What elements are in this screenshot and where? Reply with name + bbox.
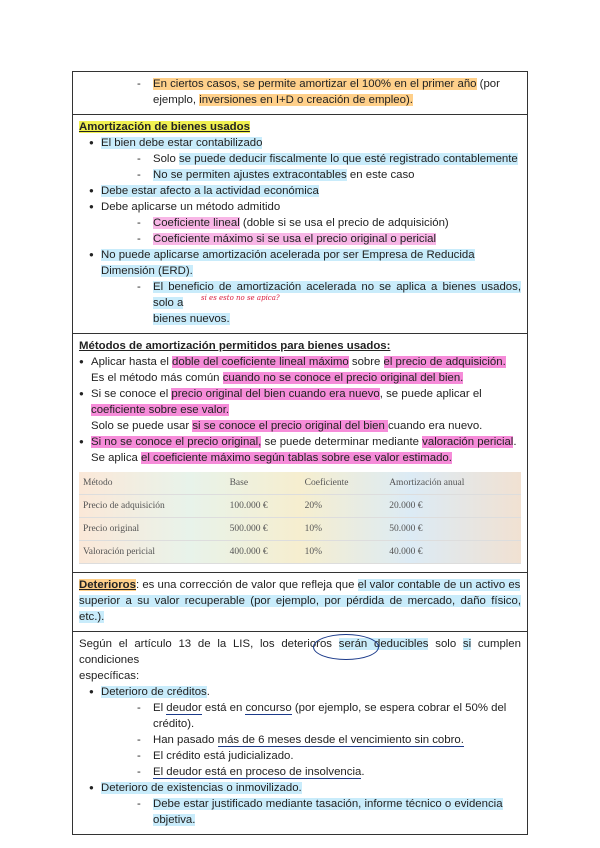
text-run: el valor contable de un activo es [357, 579, 521, 591]
table-cell: 100.000 € [226, 495, 301, 518]
text-run: precio original del bien cuando era nuevo [171, 388, 380, 400]
text-run: sobre [348, 356, 384, 368]
table-cell: Precio original [79, 518, 226, 541]
text-run: El bien debe estar contabilizado [101, 137, 263, 149]
table-cell: 10% [301, 541, 386, 564]
table-header-cell: Base [226, 472, 301, 495]
methods-table [79, 472, 521, 564]
sub-item [79, 796, 521, 812]
sub-item [79, 764, 521, 780]
text-run: . [513, 436, 517, 448]
text-run: Según el artículo 13 de la LIS, los deterioros [79, 638, 339, 650]
text-run: No se permiten ajustes extracontables [153, 169, 347, 181]
text-run: , informe técnico o evidencia [358, 798, 503, 810]
section-title: Métodos de amortización permitidos para bienes usados: [79, 340, 391, 352]
sub-item [79, 92, 521, 108]
section-metodos [72, 333, 528, 572]
table-cell: 20.000 € [385, 495, 521, 518]
text-run: Coeficiente lineal [153, 217, 240, 229]
text-run: inversiones en I+D o creación de empleo). [199, 94, 413, 106]
table-header-cell: Amortización anual [385, 472, 521, 495]
text-run: valoración pericial [422, 436, 514, 448]
text-run: serán deducibles [338, 638, 429, 650]
text-run: Han pasado [153, 734, 218, 746]
bullet-line [79, 402, 521, 418]
bullet-line [79, 434, 521, 450]
sub-item [79, 151, 521, 167]
text-run: . [206, 686, 210, 698]
text-run: Deterioro de existencias o inmovilizado. [101, 782, 302, 794]
bullet-line [79, 354, 521, 370]
bullet-item [79, 183, 521, 199]
table-row [79, 495, 521, 518]
sub-item [79, 215, 521, 231]
section-deterioros [72, 572, 528, 631]
table-header-cell: Método [79, 472, 226, 495]
text-run: el precio de adquisición. [383, 356, 506, 368]
text-run: Solo se puede usar [91, 420, 193, 432]
bullet-item [79, 263, 521, 279]
text-run: : es una corrección de valor que refleja que [135, 579, 358, 591]
bullet-item [79, 780, 521, 796]
text-run: bienes nuevos. [153, 313, 230, 325]
sub-item [79, 76, 521, 92]
text-run: (doble si se usa el precio de adquisición) [239, 217, 449, 229]
text-run: coeficiente sobre ese valor. [91, 404, 230, 416]
paragraph-line [79, 593, 521, 625]
section-title: Amortización de bienes usados [79, 121, 250, 133]
text-run: más de 6 meses desde el vencimiento sin cobro. [217, 734, 464, 746]
text-run: se puede determinar mediante [261, 436, 423, 448]
text-run: Deterioro de créditos [101, 686, 207, 698]
text-run: En ciertos casos, se permite amortizar el 100% en el primer año [153, 78, 477, 90]
text-run: ejemplo, [153, 94, 200, 106]
text-run: , se puede aplicar el [379, 388, 482, 400]
text-run: concurso [245, 702, 292, 714]
table-cell: Precio de adquisición [79, 495, 226, 518]
table-header-cell: Coeficiente [301, 472, 386, 495]
table-cell: 40.000 € [385, 541, 521, 564]
text-run: Es el método más común [91, 372, 223, 384]
text-run: en este caso [346, 169, 415, 181]
methods-table-wrap [79, 472, 521, 564]
text-run: cumplen condiciones [79, 638, 521, 666]
text-run: solo [428, 638, 463, 650]
text-run: si [462, 638, 472, 650]
bullet-item [79, 199, 521, 215]
bullet-line [79, 370, 521, 386]
paragraph-line [79, 636, 521, 668]
table-cell: Valoración pericial [79, 541, 226, 564]
bullet-line [79, 450, 521, 466]
text-run: Se aplica [91, 452, 142, 464]
text-run: Coeficiente máximo si se usa el precio original o pericial [153, 233, 436, 245]
bullet-item [79, 247, 521, 263]
text-run: cuando no se conoce el precio original del bien. [222, 372, 464, 384]
text-run: doble del coeficiente lineal máximo [172, 356, 349, 368]
text-run: Si no se conoce el precio original, [91, 436, 262, 448]
table-cell: 10% [301, 518, 386, 541]
section-articulo-13 [72, 631, 528, 835]
text-run: deudor [166, 702, 202, 714]
text-run: está en [201, 702, 246, 714]
text-run: Empresa de Reducida [361, 249, 475, 261]
text-run: Dimensión (ERD). [101, 265, 193, 277]
sub-item [79, 748, 521, 764]
text-run: Solo [153, 153, 179, 165]
sub-item [79, 700, 521, 716]
bullet-item [79, 684, 521, 700]
text-run: El [153, 702, 167, 714]
text-run: Si se conoce el [91, 388, 172, 400]
table-cell: 50.000 € [385, 518, 521, 541]
table-header-row [79, 472, 521, 495]
text-run: El deudor está en proceso de insolvencia [153, 766, 362, 778]
term-deterioros: Deterioros [79, 579, 136, 591]
text-run: se puede deducir fiscalmente lo que esté registrado contablemente [178, 153, 518, 165]
text-run: tasación [315, 798, 359, 810]
text-run: El beneficio de amortización acelerada no se aplica a bienes usados, solo a [153, 281, 521, 309]
table-cell: 400.000 € [226, 541, 301, 564]
text-run: el coeficiente máximo según tablas sobre ese valor estimado. [141, 452, 452, 464]
bullet-line [79, 386, 521, 402]
section-bienes-usados [72, 114, 528, 333]
text-run: Aplicar hasta el [91, 356, 173, 368]
text-run: superior a su valor recuperable (por ejemplo, por pérdida de mercado, daño físico, etc.). [79, 595, 521, 623]
text-run: específicas: [79, 670, 140, 682]
table-row [79, 518, 521, 541]
text-run: crédito). [153, 718, 195, 730]
sub-item [79, 279, 521, 311]
text-run: Debe estar justificado mediante [153, 798, 316, 810]
text-run: si se conoce el precio original del bien [192, 420, 388, 432]
sub-item [79, 231, 521, 247]
table-cell: 500.000 € [226, 518, 301, 541]
paragraph-line [79, 668, 521, 684]
sub-item [79, 311, 521, 327]
text-run: No puede aplicarse amortización acelerada por ser [101, 249, 362, 261]
text-run: (por ejemplo, se espera cobrar el 50% del [291, 702, 507, 714]
paragraph-line [79, 577, 521, 593]
sub-item [79, 732, 521, 748]
text-run: . [361, 766, 365, 778]
text-run: El crédito está judicializado. [153, 750, 294, 762]
document-page [72, 71, 528, 835]
bullet-line [79, 418, 521, 434]
sub-item [79, 716, 521, 732]
text-run: cuando era nuevo. [387, 420, 483, 432]
ink-circle [313, 634, 379, 660]
table-row [79, 541, 521, 564]
text-run: Debe aplicarse un método admitido [101, 201, 281, 213]
table-cell: 20% [301, 495, 386, 518]
section-amortizacion-libre [72, 71, 528, 114]
text-run: (por [476, 78, 500, 90]
text-run: objetiva. [153, 814, 196, 826]
text-run: Debe estar afecto a la actividad económica [101, 185, 319, 197]
handwritten-note: si es esto no se apica? [201, 294, 280, 302]
sub-item [79, 167, 521, 183]
bullet-item [79, 135, 521, 151]
sub-item [79, 812, 521, 828]
